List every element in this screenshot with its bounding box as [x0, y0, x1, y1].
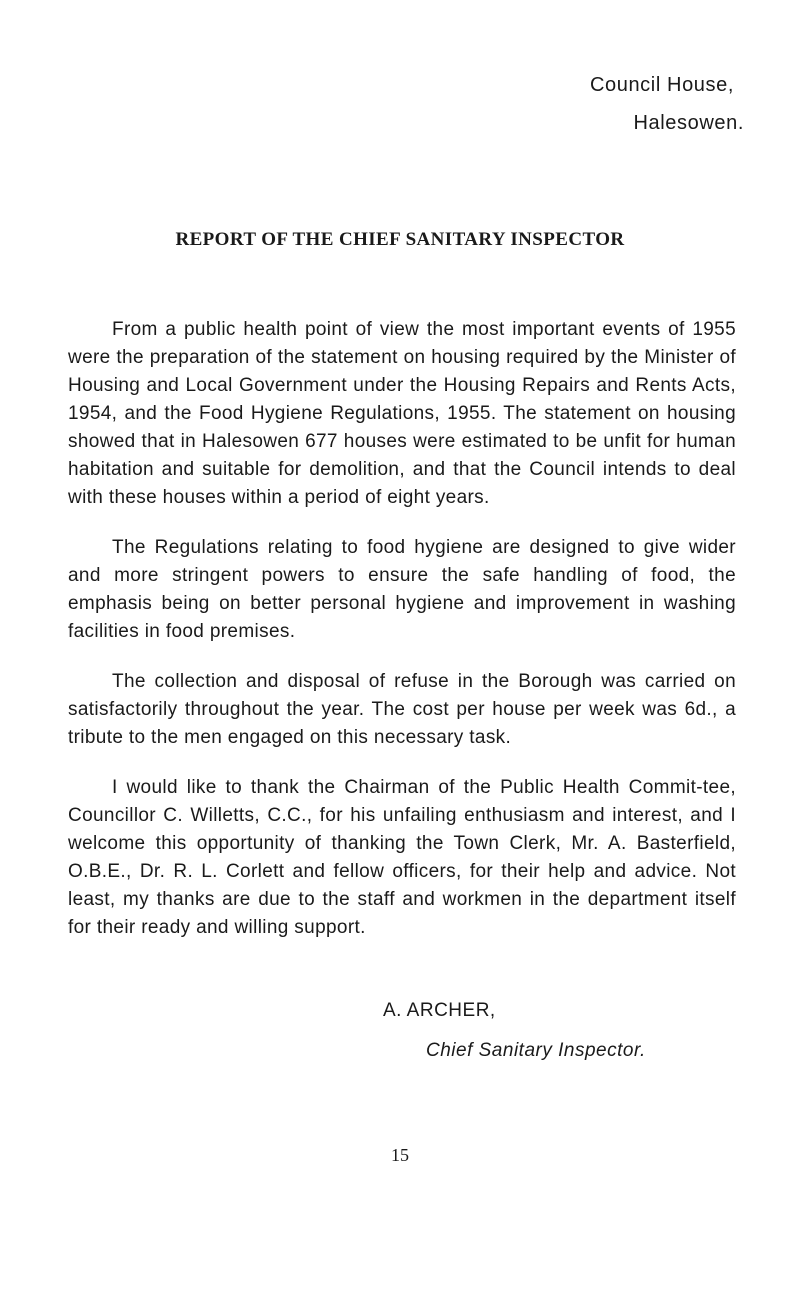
paragraph-food-hygiene: The Regulations relating to food hygiene are designed to give wider and more stringent powers to ensure the safe handling of food, the emphasis being on better personal hygiene and improvement in washing facilities in food premises. — [68, 537, 736, 642]
paragraph-acknowledgements: I would like to thank the Chairman of the Public Health Commit-tee, Councillor C. Willetts, C.C., for his unfailing enthusiasm and interest, and I welcome this opportunity of thanking the Town Clerk, Mr. A. Basterfield, O.B.E., Dr. R. L. Corlett and fellow officers, for their help and advice. Not least, my thanks are due to the staff and workmen in the department itself for their ready and willing support. — [68, 777, 736, 938]
address-line-council-house: Council House, — [589, 74, 734, 96]
address-block — [589, 66, 744, 142]
report-title: REPORT OF THE CHIEF SANITARY INSPECTOR — [175, 229, 625, 250]
report-body — [68, 316, 736, 964]
signatory-name: A. ARCHER, — [383, 1000, 496, 1021]
signatory-title: Chief Sanitary Inspector. — [426, 1040, 646, 1061]
address-line-halesowen: Halesowen. — [633, 112, 744, 134]
page-number: 15 — [391, 1145, 409, 1165]
paragraph-public-health: From a public health point of view the most important events of 1955 were the preparation of the statement on housing required by the Minister of Housing and Local Government under the Housing Repairs and Rents Acts, 1954, and the Food Hygiene Regulations, 1955. The statement on housing showed that in Halesowen 677 houses were estimated to be unfit for human habitation and suitable for demolition, and that the Council intends to deal with these houses within a period of eight years. — [68, 319, 736, 508]
paragraph-refuse-collection: The collection and disposal of refuse in the Borough was carried on satisfactorily throughout the year. The cost per house per week was 6d., a tribute to the men engaged on this necessary task. — [68, 671, 736, 748]
